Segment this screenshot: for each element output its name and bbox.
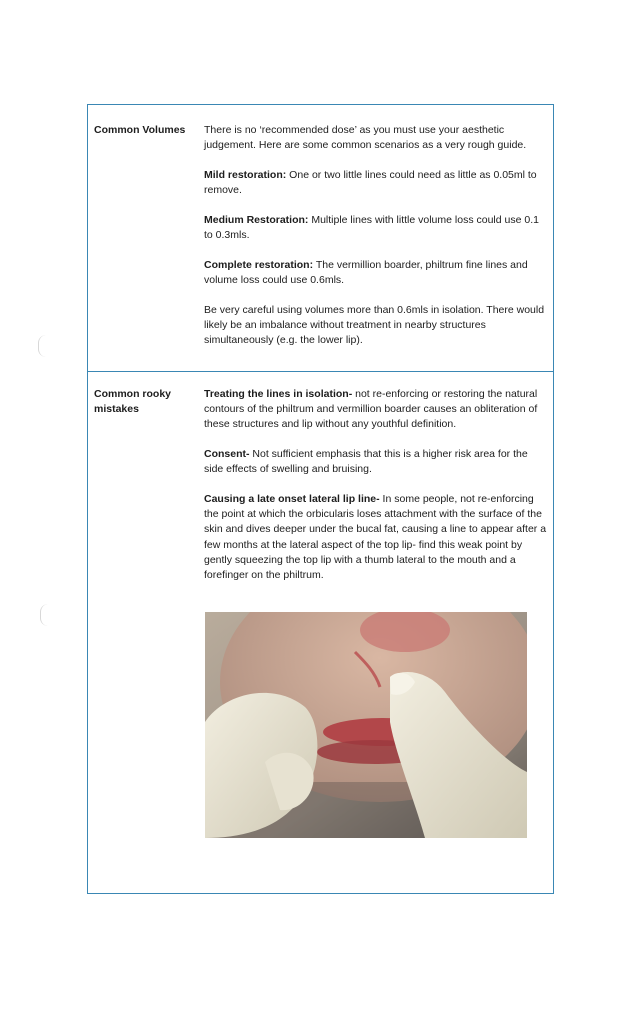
row-divider <box>88 371 553 372</box>
paragraph: Causing a late onset lateral lip line- In some people, not re-enforcing the point at which the orbicularis loses attachment with the surface of the skin and dives deeper under the bucal fat, causing a line to appear after a few months at the lateral aspect of the top lip- find this weak point by gently squeezing the top lip with a thumb lateral to the mouth and a forefinger on the philtrum. <box>204 493 547 582</box>
scan-edge-mark <box>38 335 49 357</box>
photo-illustration <box>205 612 527 838</box>
document-table <box>87 104 554 894</box>
section-content-common-volumes <box>204 123 548 363</box>
section-content-common-rooky-mistakes <box>204 387 548 598</box>
paragraph: Treating the lines in isolation- not re-enforcing or restoring the natural contours of the philtrum and vermillion boarder causes an obliteration of these structures and lip without any youthful definition. <box>204 388 538 431</box>
paragraph: Complete restoration: The vermillion boarder, philtrum fine lines and volume loss could use 0.6mls. <box>204 258 528 286</box>
section-label-common-volumes: Common Volumes <box>94 124 186 136</box>
scan-edge-mark <box>40 604 51 626</box>
paragraph: Be very careful using volumes more than 0.6mls in isolation. There would likely be an imbalance without treatment in nearby structures simultaneously (e.g. the lower lip). <box>204 303 545 347</box>
paragraph: Consent- Not sufficient emphasis that this is a higher risk area for the side effects of swelling and bruising. <box>204 448 528 476</box>
gloved-hands-squeezing-lip-photo <box>205 612 527 838</box>
section-label-common-rooky-mistakes: Common rooky mistakes <box>94 388 172 415</box>
paragraph: Medium Restoration: Multiple lines with little volume loss could use 0.1 to 0.3mls. <box>204 213 539 242</box>
paragraph: Mild restoration: One or two little lines could need as little as 0.05ml to remove. <box>204 168 537 197</box>
paragraph: There is no ‘recommended dose’ as you must use your aesthetic judgement. Here are some common scenarios as a very rough guide. <box>204 124 527 152</box>
